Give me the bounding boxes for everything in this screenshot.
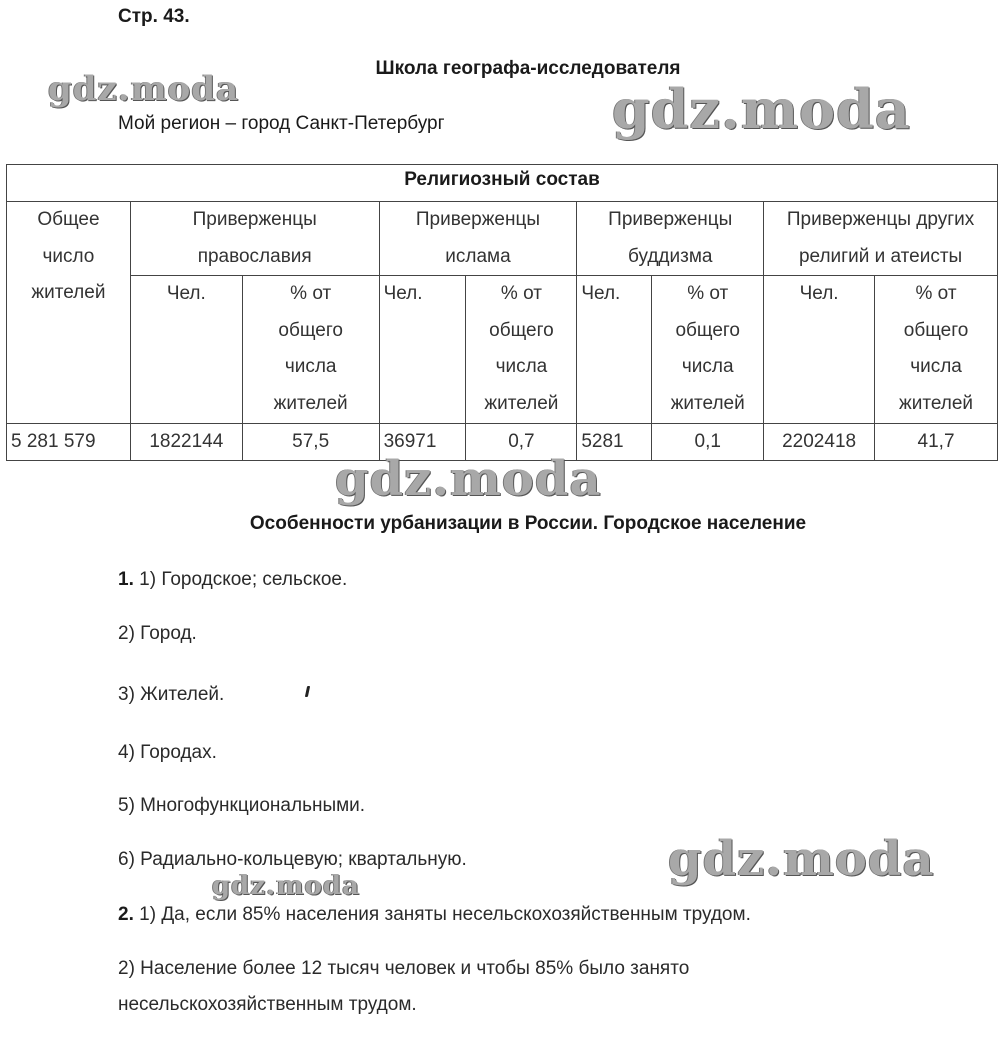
subheader-percent: % от общего числа жителей: [242, 276, 379, 423]
header-line: Приверженцы: [192, 209, 317, 230]
header-line: религий и атеисты: [798, 245, 963, 267]
header-orthodox: [130, 202, 379, 276]
answer-text: 1) Да, если 85% населения заняты несельскохозяйственным трудом.: [139, 904, 751, 925]
question-number: 2.: [118, 904, 134, 925]
value-islam-percent: 0,7: [466, 423, 577, 461]
answer-2-2-cont: несельскохозяйственным трудом.: [118, 994, 417, 1015]
watermark-logo: gdz.moda: [612, 77, 911, 141]
answer-1-2: 2) Город.: [118, 623, 197, 644]
value-buddhism-count: 5281: [577, 423, 652, 461]
section-title-urbanization: Особенности урбанизации в России. Городское население: [249, 513, 807, 534]
answer-text: 1) Городское; сельское.: [139, 569, 348, 590]
watermark-logo: gdz.moda: [668, 831, 935, 887]
subheader-count: Чел.: [130, 276, 242, 423]
header-line: Приверженцы других: [786, 209, 975, 230]
header-other-religions: [764, 202, 998, 276]
header-line: Приверженцы: [415, 209, 541, 230]
header-line: число: [42, 245, 95, 267]
value-orthodox-percent: 57,5: [242, 423, 379, 461]
region-line: Мой регион – город Санкт-Петербург: [118, 113, 445, 134]
table-title: Религиозный состав: [7, 165, 998, 202]
answer-1-6: 6) Радиально-кольцевую; квартальную.: [118, 849, 467, 870]
page-number: Стр. 43.: [118, 6, 190, 27]
ink-mark: [305, 686, 310, 697]
subheader-percent: % от общего числа жителей: [875, 276, 998, 423]
answer-1-3: 3) Жителей.: [118, 684, 225, 705]
watermark-logo: gdz.moda: [212, 871, 361, 901]
subheader-percent: % от общего числа жителей: [466, 276, 577, 423]
header-islam: [379, 202, 577, 276]
subheader-count: Чел.: [577, 276, 652, 423]
subheader-percent: % от общего числа жителей: [652, 276, 764, 423]
value-orthodox-count: 1822144: [130, 423, 242, 461]
value-islam-count: 36971: [379, 423, 466, 461]
header-buddhism: [577, 202, 764, 276]
question-number: 1.: [118, 569, 134, 590]
header-total-population: [7, 202, 131, 424]
answer-2-1: [118, 904, 751, 926]
value-other-percent: 41,7: [875, 423, 998, 461]
subheader-count: Чел.: [379, 276, 466, 423]
value-total-population: 5 281 579: [7, 423, 131, 461]
header-line: жителей: [31, 282, 106, 304]
religious-composition-table: [6, 164, 998, 461]
value-buddhism-percent: 0,1: [652, 423, 764, 461]
header-line: Приверженцы: [608, 209, 733, 230]
header-line: ислама: [445, 245, 511, 267]
answer-2-2: 2) Население более 12 тысяч человек и чтобы 85% было занято: [118, 958, 690, 979]
answer-1-5: 5) Многофункциональными.: [118, 795, 366, 816]
value-other-count: 2202418: [764, 423, 875, 461]
section-title-geographer-school: Школа географа-исследователя: [375, 58, 681, 79]
header-line: буддизма: [628, 245, 713, 267]
watermark-logo: gdz.moda: [335, 451, 602, 507]
answer-1-1: [118, 569, 347, 591]
header-line: Общее: [37, 209, 100, 230]
header-line: православия: [197, 245, 312, 267]
answer-1-4: 4) Городах.: [118, 742, 217, 763]
subheader-count: Чел.: [764, 276, 875, 423]
watermark-logo: gdz.moda: [48, 69, 240, 109]
